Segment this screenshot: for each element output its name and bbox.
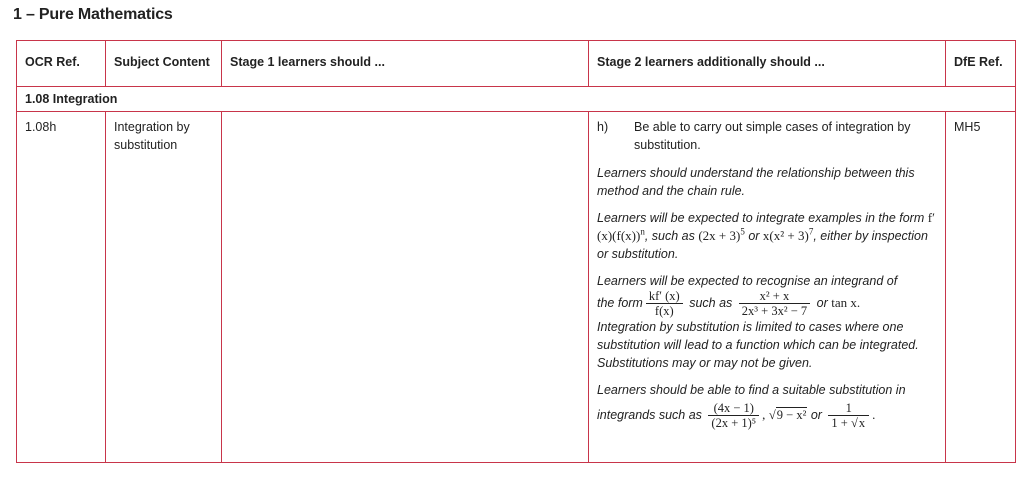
cell-subject: Integration by substitution: [106, 112, 222, 463]
specification-table: [16, 40, 1016, 463]
cell-dfe-ref: MH5: [946, 112, 1016, 463]
page-title: 1 – Pure Mathematics: [13, 6, 173, 23]
fraction-example: $\frac{\text{x² + x}}{\text{2x³ + 3x² − 7}}$: [739, 289, 810, 318]
cell-stage1: [222, 112, 589, 463]
note-integrate-examples: Learners will be expected to integrate examples in the form f′ $(x)(f(x))^n$, such as $(2x + 3)^5$ or $x(x^2 + 3)^7$, either by inspection or substitution.: [597, 210, 935, 261]
sqrt-expression: √9 − x²: [768, 407, 807, 422]
cell-stage2: [589, 112, 946, 463]
note-chain-rule: Learners should understand the relationship between this method and the chain rule.: [597, 166, 915, 198]
statement: [597, 118, 935, 154]
fraction-kf: $\frac{kf' (x)}{f(x)}$: [646, 289, 683, 318]
note-recognise-integrand: Learners will be expected to recognise an integrand of the form $\frac{kf' (x)}{f(x)}$ such as $\frac{\text{x² + x}}{\text{2x³ + 3x² − 7}}$ or tan x. Integration by substitution is limited to cases where one substitution will lead to a function which can be integrated. Substitutions may or may not be given.: [597, 272, 935, 372]
header-stage2: Stage 2 learners additionally should ...: [589, 41, 946, 87]
header-subject-content: Subject Content: [106, 41, 222, 87]
note-substitution-limits: Integration by substitution is limited to cases where one substitution will lead to a function which can be integrated. Substitutions may or may not be given.: [597, 320, 919, 370]
header-row: [17, 41, 1016, 87]
header-ocr-ref: OCR Ref.: [17, 41, 106, 87]
header-dfe-ref: DfE Ref.: [946, 41, 1016, 87]
section-title: 1.08 Integration: [17, 87, 1016, 112]
note-suitable-substitution: Learners should be able to find a suitable substitution in integrands such as $\frac{(4x - 1)}{\text{(2x + 1)⁵}}$ , √9 − x² or $\frac{1}{1 + √x}$ .: [597, 383, 906, 430]
fraction-4x: $\frac{(4x - 1)}{\text{(2x + 1)⁵}}$: [708, 401, 759, 430]
fraction-one-over: $\frac{1}{1 + √x}$: [828, 401, 869, 430]
statement-text: Be able to carry out simple cases of integration by substitution.: [634, 120, 911, 152]
statement-letter: h): [597, 120, 609, 134]
header-stage1: Stage 1 learners should ...: [222, 41, 589, 87]
cell-ocr-ref: 1.08h: [17, 112, 106, 463]
section-row: [17, 87, 1016, 112]
table-row: [17, 112, 1016, 463]
